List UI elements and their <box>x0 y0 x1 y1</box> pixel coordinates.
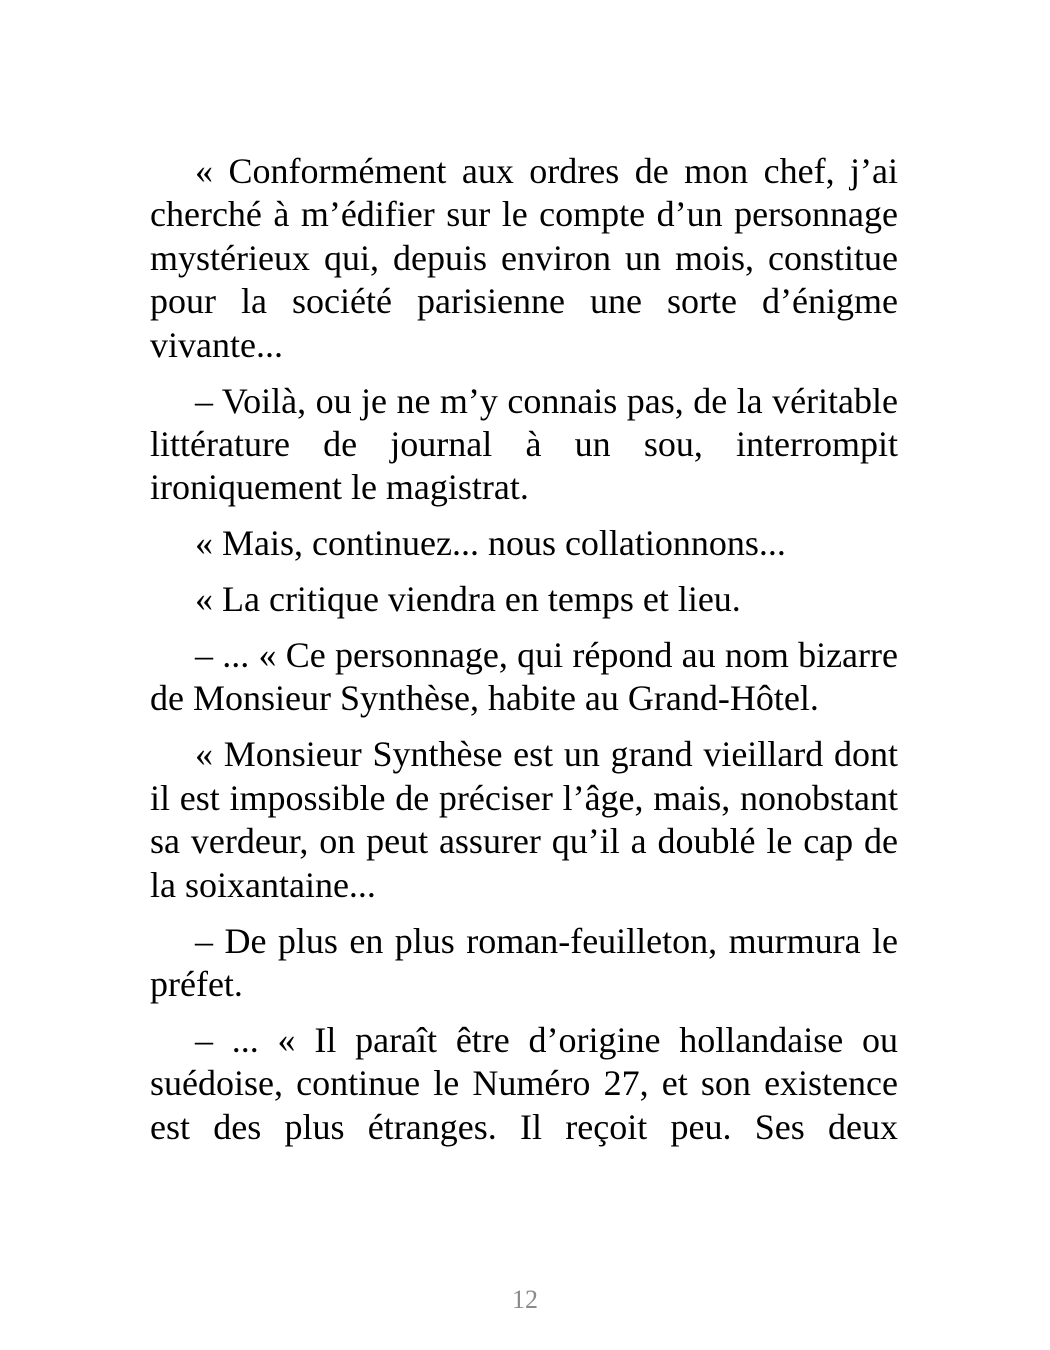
paragraph-2: – Voilà, ou je ne m’y connais pas, de la véritable littérature de journal à un sou, interrompit ironiquement le magistrat. <box>150 380 898 508</box>
paragraph-5: – ... « Ce personnage, qui répond au nom bizarre de Monsieur Synthèse, habite au Grand-Hôtel. <box>150 635 898 719</box>
paragraph-3: « Mais, continuez... nous collationnons... <box>195 523 786 564</box>
paragraph-4: « La critique viendra en temps et lieu. <box>195 579 741 620</box>
paragraph-1: « Conformément aux ordres de mon chef, j’ai cherché à m’édifier sur le compte d’un personnage mystérieux qui, depuis environ un mois, constitue pour la société parisienne une sorte d’énigme vivante... <box>150 151 898 365</box>
paragraph-8: – ... « Il paraît être d’origine hollandaise ou suédoise, continue le Numéro 27, et son existence est des plus étranges. Il reçoit peu. Ses deux <box>150 1019 898 1147</box>
paragraph-6: « Monsieur Synthèse est un grand vieillard dont il est impossible de préciser l’âge, mais, nonobstant sa verdeur, on peut assurer qu’il a doublé le cap de la soixantaine... <box>150 734 898 905</box>
page-number: 12 <box>512 1285 538 1314</box>
page-body <box>150 150 898 1149</box>
paragraph-7: – De plus en plus roman-feuilleton, murmura le préfet. <box>150 920 898 1004</box>
